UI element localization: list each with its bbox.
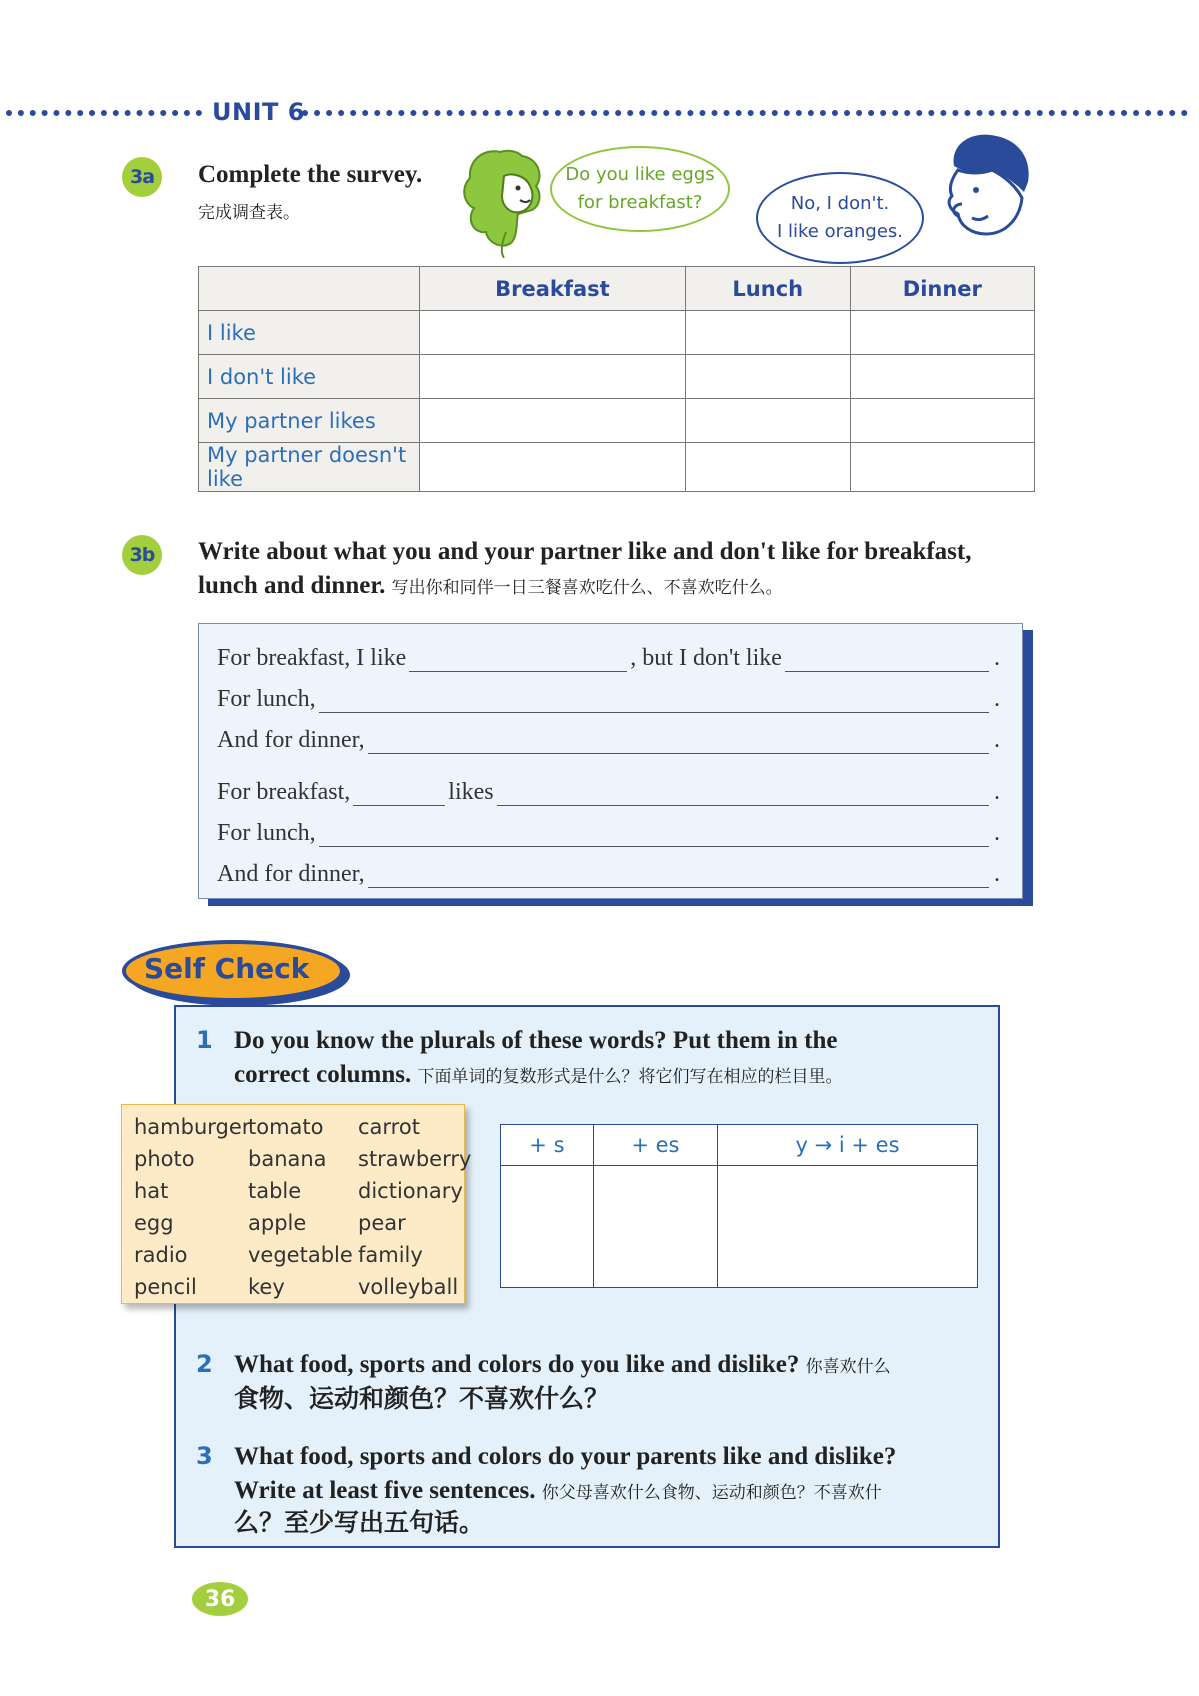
write-line: [217, 677, 1000, 713]
survey-cell[interactable]: [685, 443, 850, 492]
write-blank[interactable]: [409, 645, 627, 672]
word-item: strawberry: [358, 1147, 472, 1171]
write-prompt: , but I don't like: [630, 645, 782, 671]
survey-row-label: My partner doesn't like: [199, 443, 420, 492]
write-blank[interactable]: [353, 779, 445, 806]
header-dots-left: [6, 110, 202, 116]
write-period: .: [994, 779, 1000, 805]
survey-header-row: [199, 267, 1035, 311]
survey-cell[interactable]: [420, 311, 686, 355]
write-period: .: [994, 645, 1000, 671]
write-line: [217, 718, 1000, 754]
survey-cell[interactable]: [420, 443, 686, 492]
plural-header-row: [501, 1125, 978, 1166]
write-prompt: And for dinner,: [217, 861, 365, 887]
write-blank[interactable]: [368, 727, 989, 754]
bubble-left-line1: Do you like eggs: [565, 164, 715, 185]
write-blank[interactable]: [785, 645, 989, 672]
word-item: banana: [248, 1147, 327, 1171]
survey-cell[interactable]: [685, 399, 850, 443]
write-line: [217, 811, 1000, 847]
write-line: [217, 770, 1000, 806]
question-1-line2-en: correct columns.: [234, 1061, 412, 1088]
write-blank[interactable]: [497, 779, 989, 806]
plural-cell[interactable]: [593, 1166, 717, 1288]
survey-row: [199, 355, 1035, 399]
survey-col-lunch: Lunch: [685, 267, 850, 311]
bubble-left-line2: for breakfast?: [577, 192, 703, 213]
question-3-line1: What food, sports and colors do your parents like and dislike?: [234, 1443, 897, 1470]
section-3a-title: Complete the survey.: [198, 161, 423, 188]
survey-col-dinner: Dinner: [850, 267, 1034, 311]
survey-cell[interactable]: [420, 355, 686, 399]
question-3-zh1: 你父母喜欢什么食物、运动和颜色？不喜欢什: [541, 1483, 882, 1503]
write-blank[interactable]: [319, 820, 989, 847]
section-3b-line2-zh: 写出你和同伴一日三餐喜欢吃什么、不喜欢吃什么。: [391, 578, 783, 598]
write-prompt: For lunch,: [217, 820, 316, 846]
write-prompt: likes: [448, 779, 494, 805]
section-3a-badge: 3a: [122, 157, 162, 197]
write-period: .: [994, 861, 1000, 887]
word-item: hamburger: [134, 1115, 251, 1139]
survey-row-label: I don't like: [199, 355, 420, 399]
word-item: vegetable: [248, 1243, 353, 1267]
page-number: 36: [192, 1582, 248, 1616]
boy-illustration-icon: [932, 130, 1038, 242]
question-1-number: 1: [196, 1026, 213, 1054]
survey-cell[interactable]: [850, 399, 1034, 443]
word-item: radio: [134, 1243, 188, 1267]
plural-cell[interactable]: [501, 1166, 594, 1288]
section-3b-badge: 3b: [122, 535, 162, 575]
survey-table: [198, 266, 1035, 492]
write-prompt: And for dinner,: [217, 727, 365, 753]
write-line: [217, 852, 1000, 888]
plural-col-ies: y → i + es: [718, 1125, 978, 1166]
word-item: tomato: [248, 1115, 324, 1139]
plural-col-es: + es: [593, 1125, 717, 1166]
bubble-right-line1: No, I don't.: [790, 193, 890, 214]
plural-col-s: + s: [501, 1125, 594, 1166]
word-item: hat: [134, 1179, 169, 1203]
survey-row-label: My partner likes: [199, 399, 420, 443]
speech-bubble-right: [756, 172, 924, 264]
survey-cell[interactable]: [420, 399, 686, 443]
survey-row: [199, 311, 1035, 355]
write-prompt: For breakfast,: [217, 779, 351, 805]
question-3-line2: [234, 1474, 882, 1510]
write-period: .: [994, 727, 1000, 753]
bubble-right-line2: I like oranges.: [776, 221, 904, 242]
survey-col-breakfast: Breakfast: [420, 267, 686, 311]
word-item: volleyball: [358, 1275, 459, 1299]
write-prompt: For breakfast, I like: [217, 645, 407, 671]
section-3b-line1: Write about what you and your partner like and don't like for breakfast,: [198, 538, 972, 565]
word-item: family: [358, 1243, 423, 1267]
word-item: photo: [134, 1147, 195, 1171]
word-item: pear: [358, 1211, 406, 1235]
word-item: apple: [248, 1211, 307, 1235]
survey-cell[interactable]: [685, 311, 850, 355]
survey-cell[interactable]: [850, 311, 1034, 355]
section-3b-line2: [198, 572, 783, 600]
speech-bubble-left: [550, 146, 730, 232]
word-item: table: [248, 1179, 302, 1203]
word-item: dictionary: [358, 1179, 463, 1203]
girl-illustration-icon: [460, 146, 560, 258]
plural-cell[interactable]: [718, 1166, 978, 1288]
survey-cell[interactable]: [850, 443, 1034, 492]
word-item: carrot: [358, 1115, 420, 1139]
question-1-line1: Do you know the plurals of these words? Put them in the: [234, 1027, 838, 1054]
survey-row-label: I like: [199, 311, 420, 355]
question-2-line1: [234, 1348, 891, 1384]
section-3a-title-zh: 完成调查表。: [198, 203, 300, 223]
question-2-zh2: 食物、运动和颜色？不喜欢什么？: [234, 1386, 610, 1413]
survey-cell[interactable]: [685, 355, 850, 399]
survey-row: [199, 399, 1035, 443]
word-item: pencil: [134, 1275, 197, 1299]
question-3-line2-en: Write at least five sentences.: [234, 1477, 536, 1504]
question-3-zh2: 么？至少写出五句话。: [234, 1510, 485, 1537]
unit-title: UNIT 6: [212, 98, 305, 126]
survey-cell[interactable]: [850, 355, 1034, 399]
writing-box: [198, 623, 1023, 899]
write-line: [217, 636, 1000, 672]
survey-row: [199, 443, 1035, 492]
plural-body-row: [501, 1166, 978, 1288]
self-check-title: Self Check: [144, 952, 310, 985]
survey-corner-cell: [199, 267, 420, 311]
question-2-line1-en: What food, sports and colors do you like and dislike?: [234, 1351, 800, 1378]
plural-table: [500, 1124, 978, 1288]
write-blank[interactable]: [319, 686, 989, 713]
word-item: key: [248, 1275, 285, 1299]
write-period: .: [994, 686, 1000, 712]
question-3-number: 3: [196, 1442, 213, 1470]
question-2-number: 2: [196, 1350, 213, 1378]
header-dots-right: [302, 110, 1188, 116]
word-list-box: [121, 1104, 472, 1304]
section-3b-line2-en: lunch and dinner.: [198, 572, 386, 599]
write-blank[interactable]: [368, 861, 989, 888]
word-item: egg: [134, 1211, 174, 1235]
write-period: .: [994, 820, 1000, 846]
question-2-zh1: 你喜欢什么: [805, 1357, 891, 1377]
question-1-zh: 下面单词的复数形式是什么？将它们写在相应的栏目里。: [417, 1067, 843, 1087]
write-prompt: For lunch,: [217, 686, 316, 712]
question-1-line2: [234, 1058, 843, 1094]
